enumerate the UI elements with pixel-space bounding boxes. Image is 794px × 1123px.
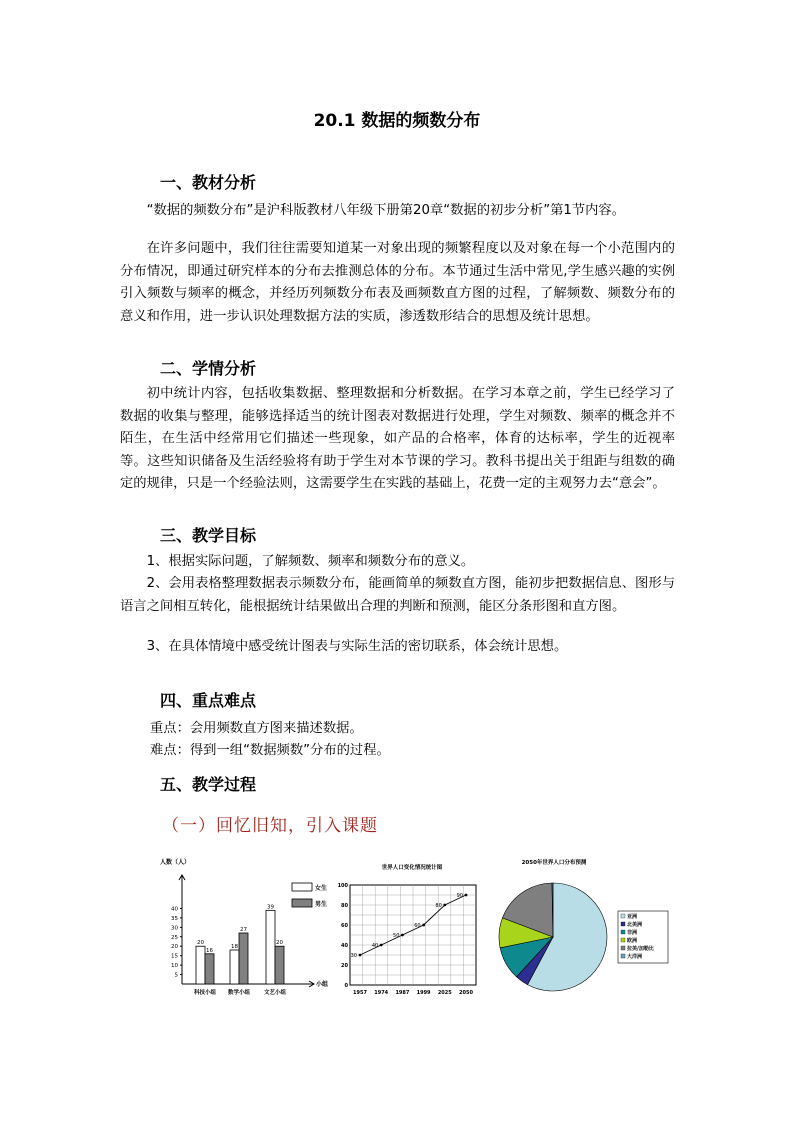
bar-data-label: 20 [276,940,283,947]
bar-data-label: 18 [231,944,238,950]
line-data-label: 80 [435,903,442,909]
pie-chart [494,853,674,998]
line-xtick-label: 2050 [459,990,473,996]
line-point [443,904,446,907]
bar-ytick-label: 40 [171,906,178,913]
line-point [422,924,425,927]
line-ytick-label: 100 [338,883,348,889]
heading-student-analysis: 二、学情分析 [160,359,257,378]
line-ytick-label: 80 [341,903,348,909]
line-title: 世界人口变化情况统计图 [381,865,443,871]
goal-3: 3、在具体情境中感受统计图表与实际生活的密切联系，体会统计思想。 [146,639,568,654]
pie-legend-label: 亚洲 [627,914,638,920]
bar-ytick-label: 25 [171,934,178,941]
pie-title: 2050年世界人口分布预测 [521,860,587,866]
heading-textbook-analysis: 一、教材分析 [160,173,257,192]
pie-legend-label: 非洲 [627,930,638,936]
bar-ytick-label: 5 [174,972,178,979]
line-xtick-label: 1957 [353,990,367,996]
goal-1: 1、根据实际问题，了解频数、频率和频数分布的意义。 [146,554,475,569]
bar-ytick-label: 35 [171,915,178,922]
bar [196,946,205,984]
heading-teaching-goals: 三、教学目标 [160,526,257,545]
line-ytick-label: 40 [341,943,348,949]
bar-ytick-label: 20 [171,944,178,951]
line-data-label: 90 [456,893,463,899]
bar [239,933,248,984]
line-ytick-label: 0 [344,983,348,989]
bar [205,954,214,984]
subheading-review: （一）回忆旧知，引入课题 [162,816,378,836]
line-xtick-label: 1974 [374,990,389,996]
bar-ylabel: 人数（人） [160,859,191,866]
key-point: 重点：会用频数直方图来描述数据。 [150,721,363,736]
line-xtick-label: 1999 [416,990,431,996]
line-point [465,894,468,897]
pie-legend-swatch [621,930,625,934]
bar-data-label: 39 [267,904,274,911]
heading-teaching-process: 五、教学过程 [160,775,257,794]
line-xtick-label: 1987 [395,990,410,996]
line-data-label: 40 [371,943,379,949]
page-title: 20.1 数据的频数分布 [313,111,481,131]
bar-legend-label: 男生 [315,901,328,908]
pie-legend-label: 欧洲 [627,938,638,944]
paragraph-student: 初中统计内容，包括收集数据、整理数据和分析数据。在学习本章之前，学生已经学习了数据的收集与整理，能够选择适当的统计图表对数据进行处理，学生对频数、频率的概念并不陌生，在生活中经常用它们描述一些现象，如产品的合格率，体育的达标率，学生的近视率等。这些知识储备及生活经验将有助于学生对本节课的学习。教科书提出关于组距与组数的确定的规律，只是一个经验法则，这需要学生在实践的基础上，花费一定的主观努力去“意会”。 [120,386,675,491]
line-data-label: 30 [350,953,357,959]
pie-legend-swatch [621,954,625,958]
pie-legend-swatch [621,938,625,942]
bar-data-label: 20 [197,940,204,947]
pie-legend-label: 拉美/加勒比 [627,946,654,952]
difficult-point: 难点：得到一组“数据频数”分布的过程。 [150,743,390,758]
pie-legend-label: 北美洲 [627,922,643,928]
paragraph-textbook-2: 在许多问题中，我们往往需要知道某一对象出现的频繁程度以及对象在每一个小范围内的分布情况，即通过研究样本的分布去推测总体的分布。本节通过生活中常见,学生感兴趣的实例引入频数与频率的概念，并经历列频数分布表及画频数直方图的过程，了解频数、频数分布的意义和作用，进一步认识处理数据方法的实质，渗透数形结合的思想及统计思想。 [120,241,675,324]
pie-legend-swatch [621,914,625,918]
line-point [380,944,383,947]
line-point [359,954,362,957]
line-data-label: 50 [393,933,400,939]
bar-category-label: 文艺小组 [263,990,287,996]
line-chart [338,855,486,1000]
bar-legend-swatch [292,883,312,891]
bar-ytick-label: 30 [171,925,178,932]
line-ytick-label: 20 [341,963,348,969]
bar [266,910,275,984]
pie-legend-label: 大洋洲 [627,954,643,960]
bar-ytick-label: 15 [171,953,178,960]
pie-legend-swatch [621,946,625,950]
bar-category-label: 数学小组 [227,990,251,996]
bar-data-label: 16 [206,947,213,954]
line-ytick-label: 60 [341,923,348,929]
bar-data-label: 27 [240,927,247,933]
goal-2: 2、会用表格整理数据表示频数分布，能画简单的频数直方图，能初步把数据信息、图形与语言之间相互转化，能根据统计结果做出合理的判断和预测，能区分条形图和直方图。 [120,576,675,614]
bar-legend-label: 女生 [315,885,328,892]
bar-xlabel: 小组 [316,981,329,988]
paragraph-textbook-1: “数据的频数分布”是沪科版教材八年级下册第20章“数据的初步分析”第1节内容。 [146,203,626,218]
pie-legend-box [618,911,668,963]
bar-category-label: 科技小组 [193,990,217,996]
bar-ytick-label: 10 [171,963,178,970]
line-data-label: 60 [414,923,421,929]
line-xtick-label: 2025 [437,990,452,996]
bar-chart [158,855,338,1005]
bar-legend-swatch [292,899,312,907]
heading-key-points: 四、重点难点 [160,691,257,710]
bar [230,950,239,984]
line-point [401,934,404,937]
pie-legend-swatch [621,922,625,926]
bar [275,946,284,984]
